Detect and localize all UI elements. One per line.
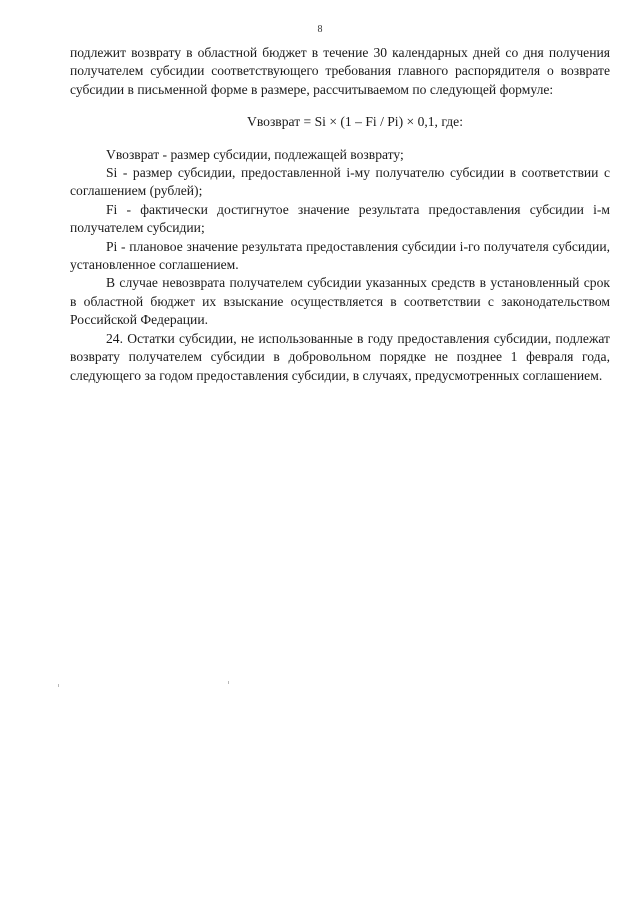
paragraph-24-remaining-funds: 24. Остатки субсидии, не использованные в году предоставления субсидии, подлежат возврату получателем субсидии в добровольном порядке не позднее 1 февраля года, следующего за годом предоставления субсидии, в случаях, предусмотренных соглашением. (70, 330, 610, 383)
definition-pi: Pi - плановое значение результата предоставления субсидии i-го получателя субсидии, установленное соглашением. (70, 238, 610, 273)
definition-fi: Fi - фактически достигнутое значение результата предоставления субсидии i-м получателем субсидии; (70, 201, 610, 236)
page-number: 8 (317, 24, 323, 35)
definition-si: Si - размер субсидии, предоставленной i-му получателю субсидии в соответствии с соглашением (рублей); (70, 165, 610, 199)
paragraph-non-return: В случае невозврата получателем субсидии указанных средств в установленный срок в областной бюджет их взыскание осуществляется в соответствии с законодательством Российской Федерации. (70, 275, 610, 328)
paragraph-return-requirement: подлежит возврату в областной бюджет в течение 30 календарных дней со дня получения получателем субсидии соответствующего требования главного распорядителя о возврате субсидии в письменной форме в размере, рассчитываемом по следующей формуле: (70, 45, 610, 97)
return-formula: Vвозврат = Si × (1 – Fi / Pi) × 0,1, где: (247, 114, 463, 130)
scan-artifact (58, 684, 59, 687)
scan-artifact (228, 681, 229, 684)
definition-v-return: Vвозврат - размер субсидии, подлежащей возврату; (106, 146, 404, 162)
document-body (70, 44, 610, 385)
